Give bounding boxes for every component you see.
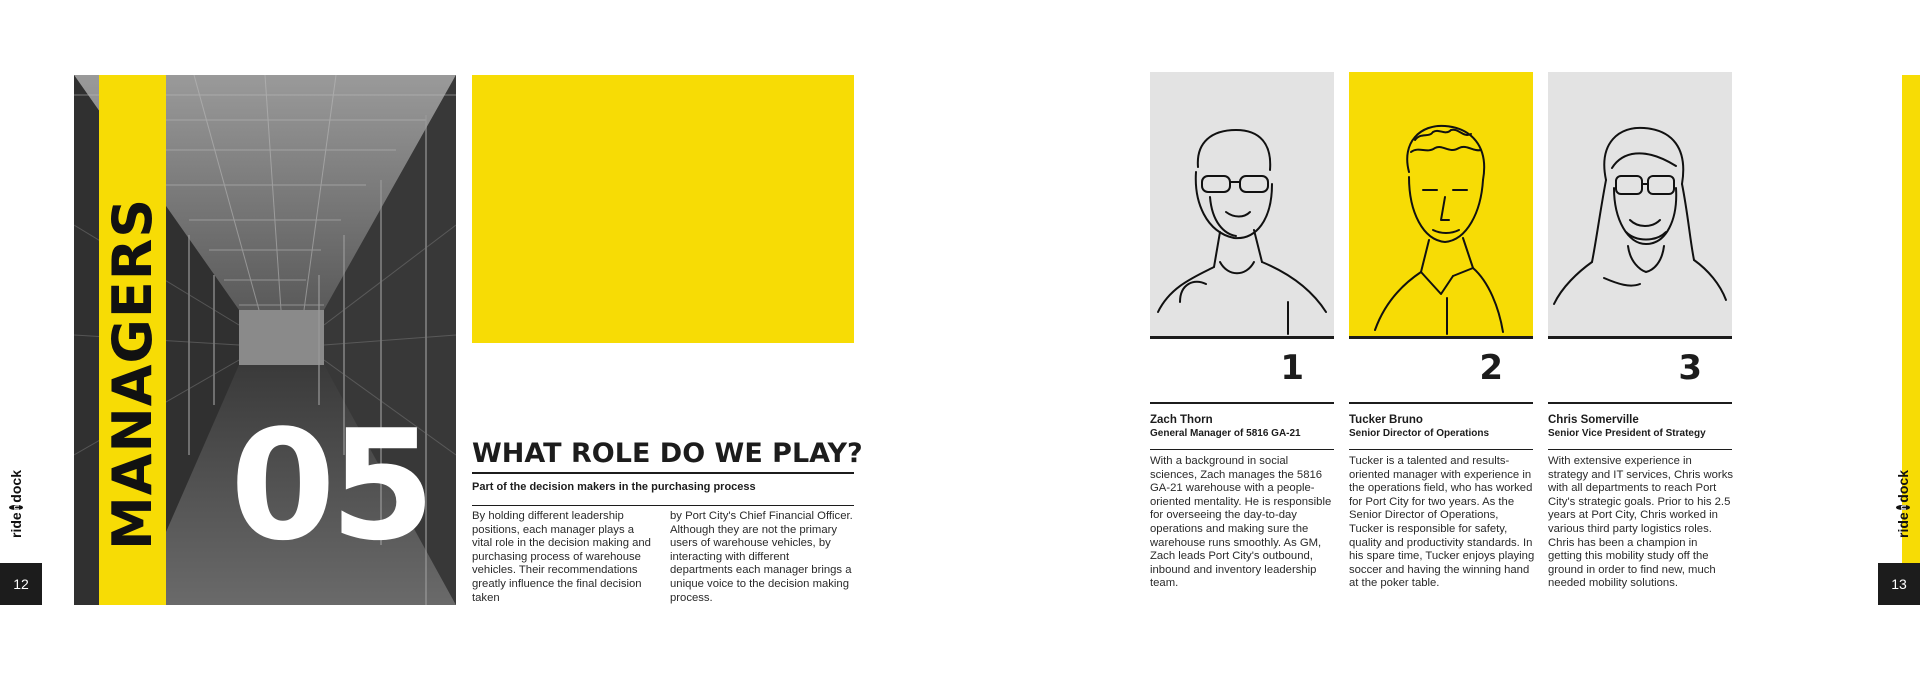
brand-logo-mark: n [1898,504,1908,511]
subheading-rule [472,505,854,506]
brand-logo-right [1893,470,1913,538]
page-subheading: Part of the decision makers in the purchasing process [472,481,756,493]
page-heading: WHAT ROLE DO WE PLAY? [472,438,863,469]
portrait-rule [1548,336,1732,339]
section-yellow-strip [99,75,166,605]
manager-name: Chris Somerville [1548,414,1639,426]
section-title-vertical: MANAGERS [101,197,164,550]
manager-bio: With a background in social sciences, Zach manages the 5816 GA-21 warehouse with a people-oriented mentality. He is responsible for overseeing the day-to-day operations and making sure the warehouse runs smoothly. As GM, Zach leads Port City's outbound, inbound and inventory leadership team. [1150,455,1332,590]
page-number-right: 13 [1878,563,1920,605]
role-rule [1548,449,1732,450]
brand-logo-left [6,470,26,538]
number-rule [1349,402,1533,404]
manager-number: 3 [1678,348,1702,388]
brand-logo-mark: n [11,504,21,511]
manager-bio: With extensive experience in strategy and IT services, Chris works with all departments to reach Port City's strategic goals. Prior to his 2.5 years at Port City, Chris worked in various third party logistics roles. Chris has been a champion in getting this mobility study off the ground in order to find new, much needed mobility solutions. [1548,455,1733,590]
brand-logo-text: ride [8,512,24,538]
brand-logo-text: dock [8,470,24,503]
manager-role: General Manager of 5816 GA-21 [1150,428,1301,439]
number-rule [1150,402,1334,404]
portrait-rule [1349,336,1533,339]
heading-rule [472,472,854,474]
yellow-color-block [472,75,854,343]
body-text-column-2: by Port City's Chief Financial Officer. Although they are not the primary users of warehouse vehicles, by interacting with different departments each manager brings a unique voice to the decision making process. [670,510,853,604]
manager-name: Tucker Bruno [1349,414,1423,426]
number-rule [1548,402,1732,404]
section-number: 05 [230,397,430,574]
manager-number: 2 [1479,348,1503,388]
manager-role: Senior Vice President of Strategy [1548,428,1706,439]
portrait-zach-thorn [1150,72,1334,338]
manager-name: Zach Thorn [1150,414,1213,426]
portrait-tucker-bruno [1349,72,1533,338]
portrait-chris-somerville [1548,72,1732,338]
role-rule [1150,449,1334,450]
manager-role: Senior Director of Operations [1349,428,1490,439]
manager-bio: Tucker is a talented and results-oriented manager with experience in the operations field, who has worked for Port City for two years. As the Senior Director of Operations, Tucker is responsible for safety, quality and productivity standards. In his spare time, Tucker enjoys playing soccer and having the winning hand at the poker table. [1349,455,1535,590]
brand-logo-text: dock [1895,470,1911,503]
portrait-rule [1150,336,1334,339]
role-rule [1349,449,1533,450]
brand-logo-text: ride [1895,512,1911,538]
body-text-column-1: By holding different leadership positions, each manager plays a vital role in the decision making and purchasing process of warehouse vehicles. Their recommendations greatly influence the final decision taken [472,510,651,604]
page-number-left: 12 [0,563,42,605]
manager-number: 1 [1280,348,1304,388]
